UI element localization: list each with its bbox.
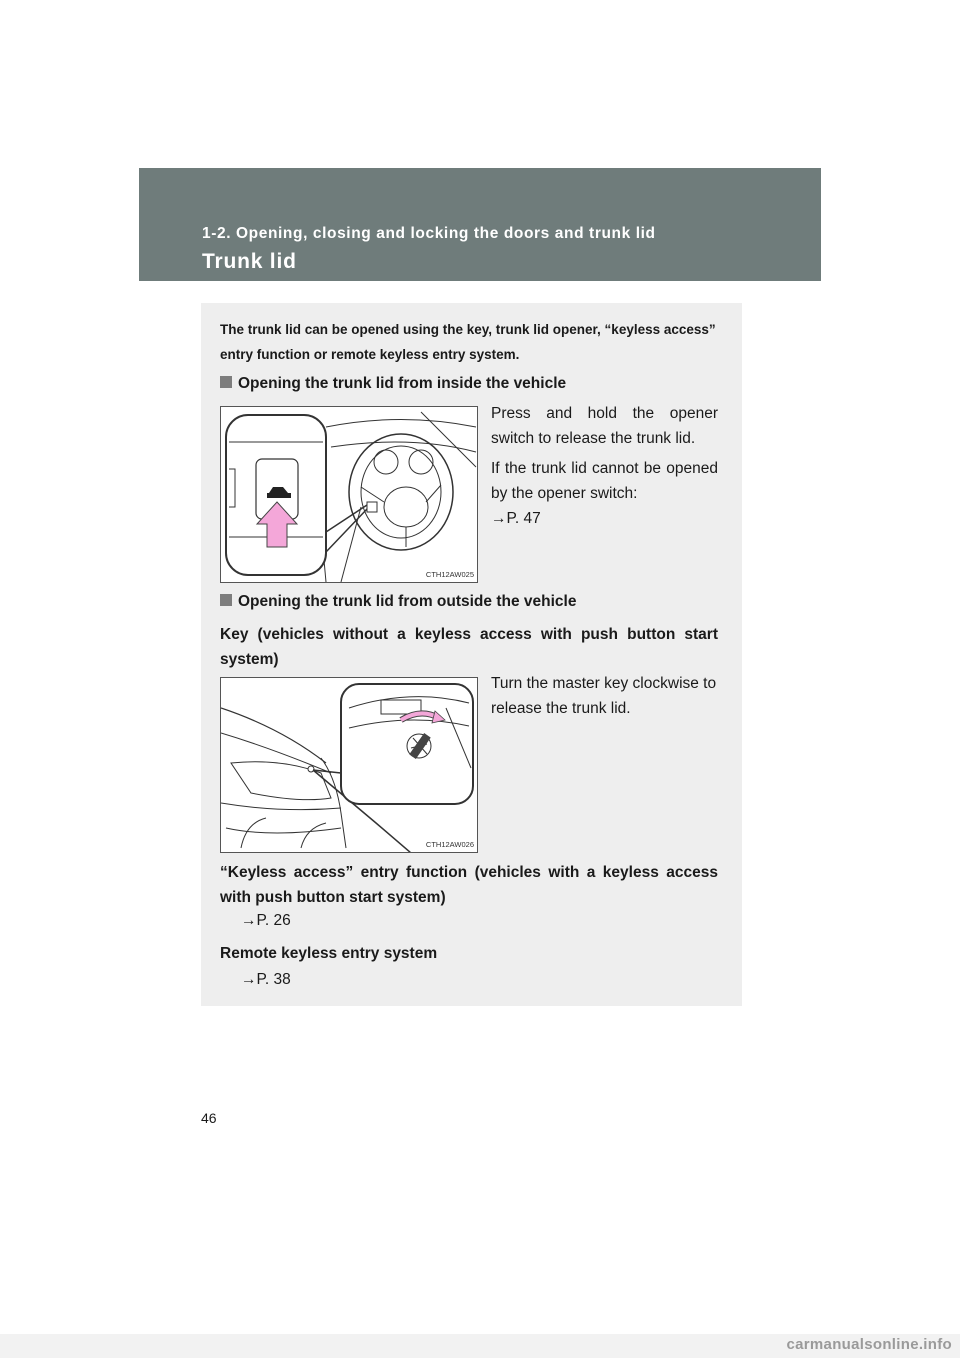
opener-switch-illustration (221, 407, 477, 582)
inside-instruction: Press and hold the opener switch to release the trunk lid. (491, 405, 718, 447)
inside-heading (220, 375, 566, 393)
section-subtitle: 1-2. Opening, closing and locking the doors and trunk lid (202, 225, 656, 242)
square-bullet-icon (220, 376, 232, 388)
page-number: 46 (201, 1110, 217, 1126)
page-title: Trunk lid (202, 250, 297, 273)
inside-heading-text: Opening the trunk lid from inside the vehicle (238, 375, 567, 392)
figure-code: CTH12AW025 (425, 570, 474, 579)
master-key-figure (220, 677, 478, 853)
outside-heading-text: Opening the trunk lid from outside the vehicle (238, 593, 577, 610)
section-header (139, 168, 821, 281)
square-bullet-icon (220, 594, 232, 606)
inside-ref-link[interactable]: →P. 47 (491, 510, 541, 527)
footer-watermark[interactable]: carmanualsonline.info (786, 1336, 952, 1353)
key-instruction: Turn the master key clockwise to release the trunk lid. (491, 675, 717, 717)
master-key-illustration (221, 678, 477, 852)
remote-heading: Remote keyless entry system (220, 945, 438, 962)
content-panel (201, 303, 742, 1006)
outside-heading (220, 593, 576, 611)
remote-ref-link[interactable]: →P. 38 (241, 971, 291, 988)
intro-text: The trunk lid can be opened using the key, trunk lid opener, “keyless access” entry function or remote keyless entry system. (220, 322, 716, 362)
keyless-ref-link[interactable]: →P. 26 (241, 912, 291, 929)
figure-code: CTH12AW026 (425, 840, 474, 849)
inside-fallback: If the trunk lid cannot be opened by the opener switch: (491, 460, 718, 502)
keyless-heading: “Keyless access” entry function (vehicles with a keyless access with push button start system) (220, 864, 718, 906)
opener-switch-figure (220, 406, 478, 583)
key-heading: Key (vehicles without a keyless access with push button start system) (220, 626, 718, 668)
